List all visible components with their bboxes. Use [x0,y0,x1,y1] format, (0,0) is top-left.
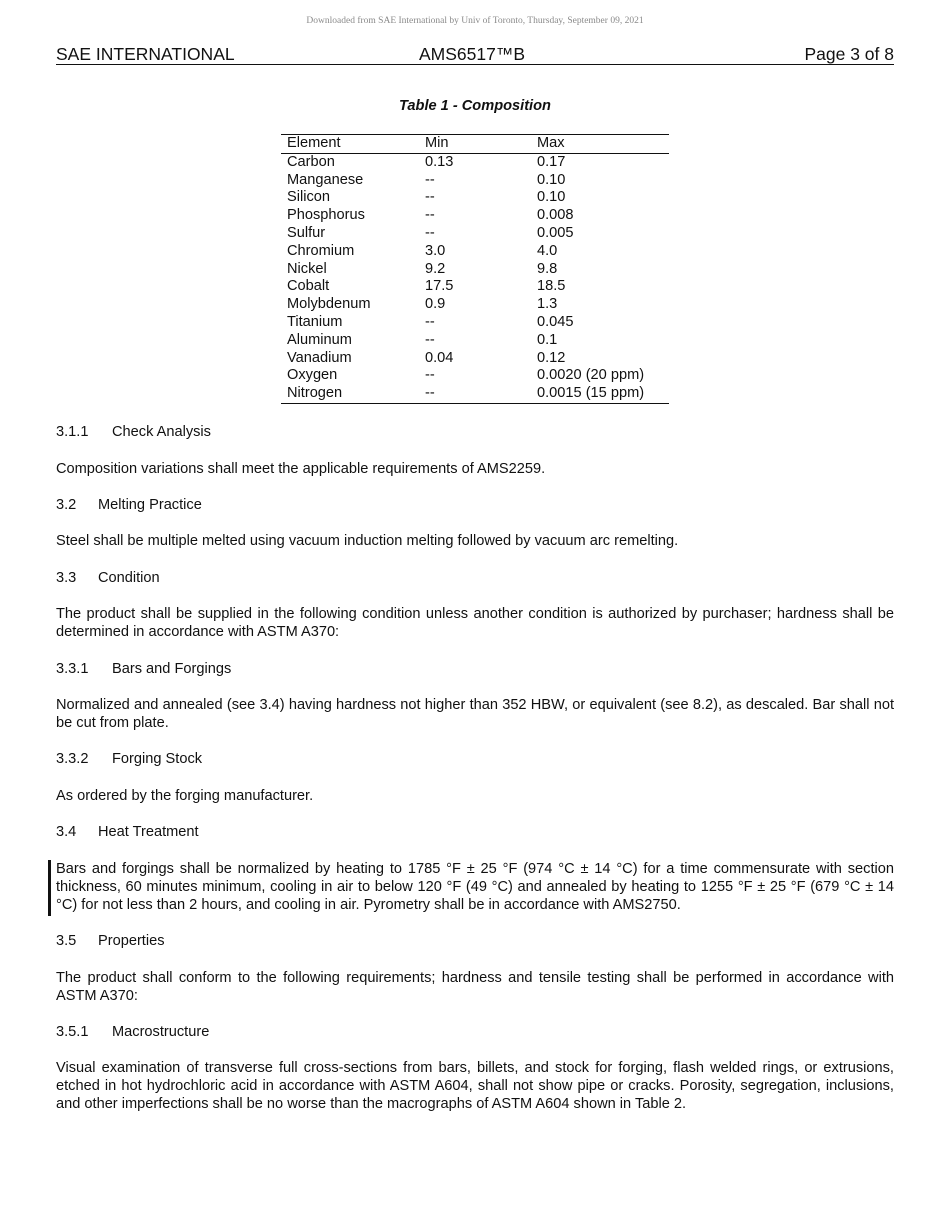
section-number: 3.3.1 [56,661,89,677]
table-row [281,296,669,314]
section-title: Bars and Forgings [112,661,232,677]
cell-min: -- [425,207,435,224]
section-text-3-3-2: As ordered by the forging manufacturer. [56,788,314,804]
section-number: 3.2 [56,497,77,513]
section-text-3-3: The product shall be supplied in the following condition unless another condition is authorized by purchaser; hardness shall be determined in accordance with ASTM A370: [56,606,894,640]
cell-element: Aluminum [287,331,352,348]
section-title: Macrostructure [112,1024,210,1040]
cell-element: Vanadium [287,349,352,366]
column-header-element: Element [287,135,341,151]
section-number: 3.1.1 [56,424,89,440]
section-text-3-3-1: Normalized and annealed (see 3.4) having hardness not higher than 352 HBW, or equivalent (see 8.2), as descaled. Bar shall not be cut from plate. [56,697,894,731]
table-row [281,332,669,350]
cell-min: 17.5 [425,278,454,295]
section-title: Condition [98,570,160,586]
cell-max: 0.10 [537,189,566,206]
cell-element: Cobalt [287,278,330,295]
cell-min: -- [425,331,435,348]
cell-min: -- [425,189,435,206]
cell-min: -- [425,224,435,241]
section-title: Forging Stock [112,751,203,767]
section-heading-3-3-1 [56,660,894,678]
section-heading-3-3 [56,569,894,587]
cell-max: 0.17 [537,153,566,170]
organization-name: SAE INTERNATIONAL [56,44,235,64]
section-heading-3-2 [56,496,894,514]
cell-max: 4.0 [537,242,558,259]
cell-element: Manganese [287,171,364,188]
table-row [281,261,669,279]
download-watermark: Downloaded from SAE International by Univ of Toronto, Thursday, September 09, 2021 [306,16,644,26]
section-text-3-2: Steel shall be multiple melted using vacuum induction melting followed by vacuum arc remelting. [56,533,679,549]
cell-min: -- [425,171,435,188]
cell-element: Silicon [287,189,330,206]
table-row [281,278,669,296]
table-caption: Table 1 - Composition [399,98,551,114]
page-header [56,44,894,65]
cell-min: -- [425,367,435,384]
cell-min: 0.04 [425,349,454,366]
section-heading-3-5-1 [56,1023,894,1041]
section-text-3-1-1: Composition variations shall meet the applicable requirements of AMS2259. [56,461,546,477]
table-row [281,189,669,207]
table-header-row [281,135,669,154]
cell-max: 18.5 [537,278,566,295]
cell-max: 0.005 [537,224,574,241]
section-heading-3-4 [56,823,894,841]
section-heading-3-3-2 [56,750,894,768]
table-row [281,153,669,171]
revision-change-bar [48,860,51,916]
cell-element: Chromium [287,242,355,259]
cell-max: 0.12 [537,349,566,366]
section-title: Heat Treatment [98,824,199,840]
page-number: Page 3 of 8 [804,44,894,64]
cell-max: 0.008 [537,207,574,224]
cell-element: Phosphorus [287,207,365,224]
table-row [281,172,669,190]
section-number: 3.4 [56,824,77,840]
section-title: Check Analysis [112,424,211,440]
cell-max: 0.1 [537,331,558,348]
section-text-3-5: The product shall conform to the following requirements; hardness and tensile testing shall be performed in accordance with ASTM A370: [56,970,894,1004]
cell-min: 0.13 [425,153,454,170]
cell-max: 0.0015 (15 ppm) [537,385,645,402]
section-text-3-4: Bars and forgings shall be normalized by heating to 1785 °F ± 25 °F (974 °C ± 14 °C) for a time commensurate with section thickness, 60 minutes minimum, cooling in air to below 120 °F (49 °C) and annealed by heating to 1255 °F ± 25 °F (679 °C ± 14 °C) for not less than 2 hours, and cooling in air. Pyrometry shall be in accordance with AMS2750. [56,861,894,913]
cell-element: Carbon [287,153,335,170]
section-title: Melting Practice [98,497,202,513]
section-heading-3-1-1 [56,423,894,441]
column-header-min: Min [425,135,449,151]
cell-min: 0.9 [425,296,446,313]
section-heading-3-5 [56,932,894,950]
document-id: AMS6517™B [419,44,526,64]
cell-max: 0.045 [537,313,574,330]
cell-min: -- [425,313,435,330]
composition-table [281,134,669,404]
cell-max: 0.10 [537,171,566,188]
table-row [281,225,669,243]
cell-min: 3.0 [425,242,446,259]
cell-min: 9.2 [425,260,446,277]
section-number: 3.3.2 [56,751,89,767]
cell-max: 9.8 [537,260,558,277]
cell-element: Titanium [287,313,343,330]
table-row [281,207,669,225]
cell-element: Molybdenum [287,296,371,313]
cell-element: Nitrogen [287,385,343,402]
table-row [281,385,669,403]
section-title: Properties [98,933,165,949]
column-header-max: Max [537,135,565,151]
table-row [281,243,669,261]
cell-max: 0.0020 (20 ppm) [537,367,645,384]
table-row [281,367,669,385]
cell-element: Sulfur [287,224,326,241]
cell-max: 1.3 [537,296,558,313]
section-number: 3.5.1 [56,1024,89,1040]
table-row [281,314,669,332]
section-number: 3.3 [56,570,77,586]
section-number: 3.5 [56,933,77,949]
cell-min: -- [425,385,435,402]
cell-element: Nickel [287,260,327,277]
table-row [281,350,669,368]
section-text-3-5-1: Visual examination of transverse full cross-sections from bars, billets, and stock for forging, flash welded rings, or extrusions, etched in hot hydrochloric acid in accordance with ASTM A604, shall not show pipe or cracks. Porosity, segregation, inclusions, and other imperfections shall be no worse than the macrographs of ASTM A604 shown in Table 2. [56,1060,894,1112]
cell-element: Oxygen [287,367,338,384]
